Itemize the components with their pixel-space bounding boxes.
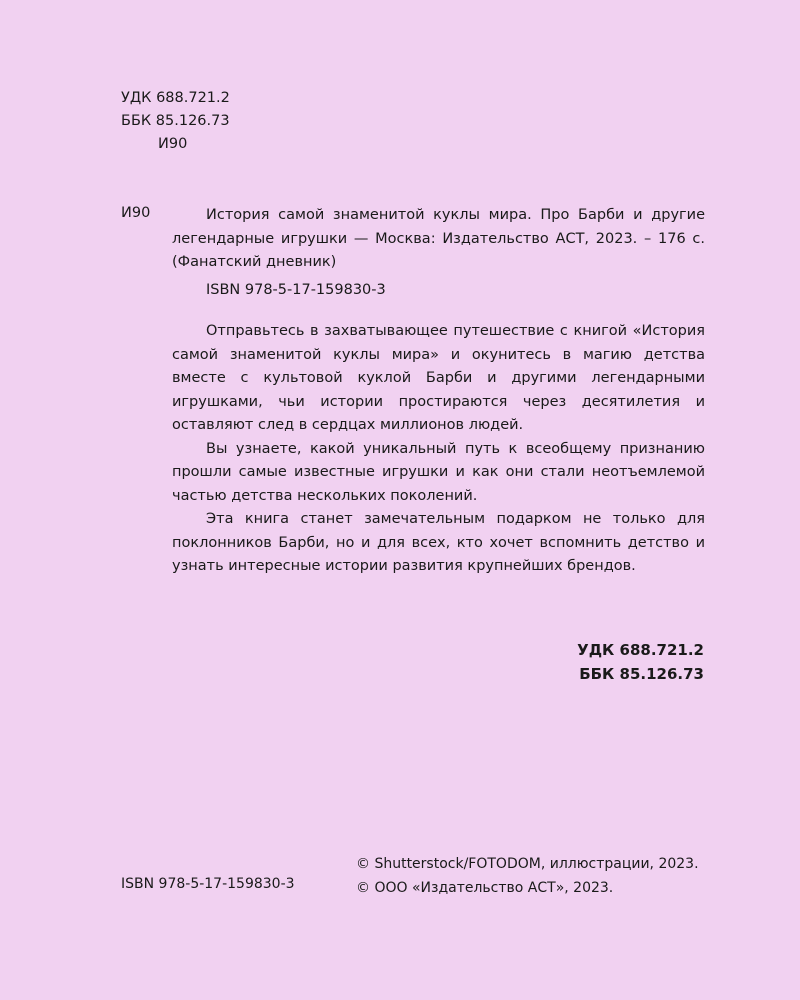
bibliography-author-mark: И90	[121, 205, 151, 221]
isbn-line: ISBN 978-5-17-159830-3	[206, 282, 386, 298]
copyright-publisher: © ООО «Издательство АСТ», 2023.	[356, 880, 614, 896]
header-udk: УДК 688.721.2	[121, 90, 230, 106]
annotation-paragraph-3: Эта книга станет замечательным подарком не только для поклонников Барби, но и для всех, кто хочет вспомнить детство и узнать интересные истории развития крупнейших брендов.	[172, 511, 705, 574]
header-author-mark: И90	[158, 136, 188, 152]
header-bbk: ББК 85.126.73	[121, 113, 230, 129]
copyright-illustrations: © Shutterstock/FOTODOM, иллюстрации, 2023.	[356, 856, 699, 872]
annotation	[172, 320, 705, 579]
annotation-paragraph-2: Вы узнаете, какой уникальный путь к всеобщему признанию прошли самые известные игрушки и как они стали неотъемлемой частью детства нескольких поколений.	[172, 440, 705, 504]
classification-udk: УДК 688.721.2	[577, 641, 704, 659]
footer-isbn: ISBN 978-5-17-159830-3	[121, 876, 295, 892]
classification-block	[577, 638, 704, 686]
copyright-block	[356, 852, 699, 900]
classification-bbk: ББК 85.126.73	[579, 665, 704, 683]
annotation-paragraph-1: Отправьтесь в захватывающее путешествие с книгой «История самой знаменитой куклы мира» и окунитесь в магию детства вместе с культовой куклой Барби и другими легендарными игрушками, чьи истории простираются через десятилетия и оставляют след в сердцах миллионов людей.	[172, 323, 705, 433]
bibliography-description: История самой знаменитой куклы мира. Про Барби и другие легендарные игрушки — Москва: Издательство АСТ, 2023. – 176 с. (Фанатский дневник)	[172, 207, 705, 270]
